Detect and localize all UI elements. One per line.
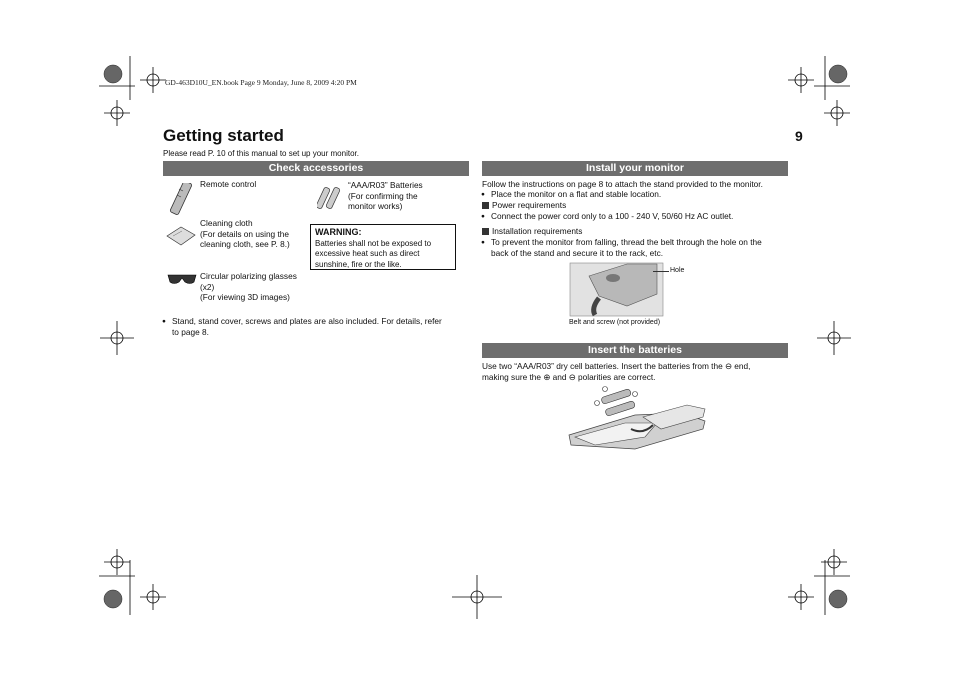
batteries-instructions: Use two “AAA/R03” dry cell batteries. Insert the batteries from the ⊖ end, making sure the ⊕ and ⊖ polarities are correct.	[482, 361, 751, 382]
install-intro: Follow the instructions on page 8 to attach the stand provided to the monitor.	[482, 179, 763, 189]
batteries-icon	[317, 185, 343, 213]
belt-label: Belt and screw (not provided)	[569, 319, 661, 326]
hole-pointer	[653, 271, 669, 272]
glasses-label: Circular polarizing glasses (x2) (For viewing 3D images)	[200, 271, 297, 303]
hole-label: Hole	[670, 267, 685, 274]
page-number: 9	[795, 128, 803, 144]
stand-belt-illustration	[569, 262, 665, 318]
install-monitor-heading: Install your monitor	[482, 161, 788, 176]
warning-title: WARNING:	[315, 227, 362, 237]
check-accessories-heading: Check accessories	[163, 161, 469, 176]
accessories-note: ● Stand, stand cover, screws and plates are also included. For details, refer to page 8.	[172, 316, 472, 337]
insert-batteries-heading: Insert the batteries	[482, 343, 788, 358]
power-requirements-label: Power requirements	[482, 200, 566, 211]
install-bullet-power: ● Connect the power cord only to a 100 - 240 V, 50/60 Hz AC outlet.	[491, 211, 733, 222]
install-bullet-flat: ● Place the monitor on a flat and stable location.	[491, 189, 661, 200]
file-info: GD-463D10U_EN.book Page 9 Monday, June 8, 2009 4:20 PM	[165, 78, 357, 87]
warning-box: WARNING: Batteries shall not be exposed to excessive heat such as direct sunshine, fire or the like.	[310, 224, 456, 270]
cleaning-cloth-icon	[165, 225, 197, 247]
intro-text: Please read P. 10 of this manual to set up your monitor.	[163, 149, 359, 158]
cloth-label: Cleaning cloth (For details on using the cleaning cloth, see P. 8.)	[200, 218, 290, 250]
install-bullet-belt: ● To prevent the monitor from falling, thread the belt through the hole on the back of the stand and secure it to the rack, etc.	[491, 237, 791, 258]
glasses-icon	[166, 271, 198, 287]
page-title: Getting started	[163, 126, 284, 145]
installation-requirements-label: Installation requirements	[482, 226, 582, 237]
remote-control-icon	[166, 183, 196, 215]
remote-label: Remote control	[200, 179, 257, 189]
remote-battery-illustration	[565, 385, 707, 455]
batteries-label: “AAA/R03” Batteries (For confirming the monitor works)	[348, 180, 423, 212]
